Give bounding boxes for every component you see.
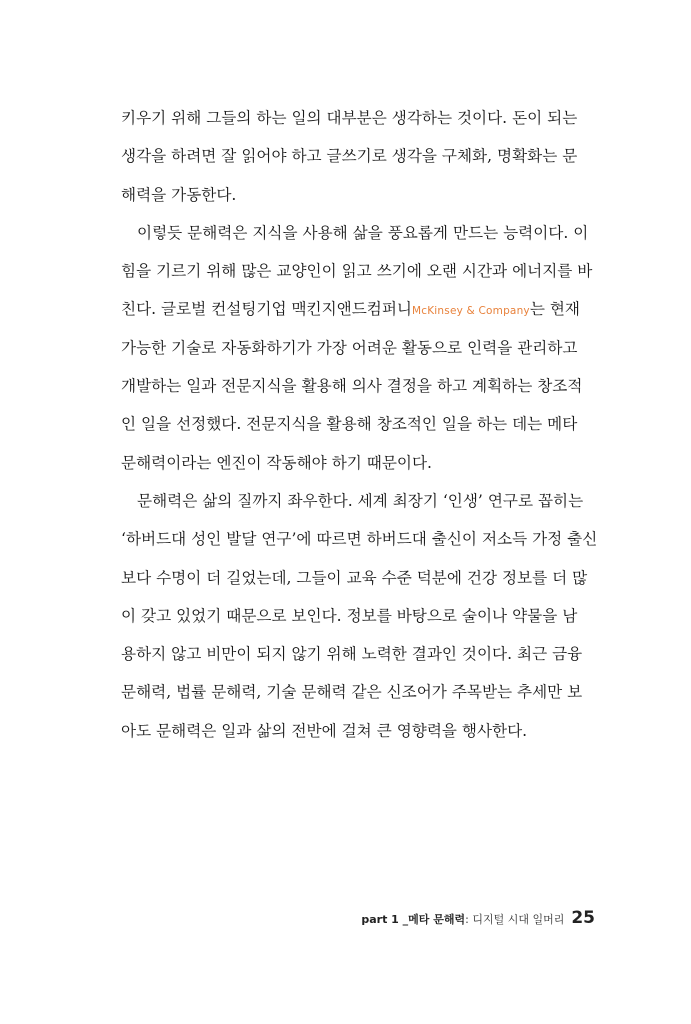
text-segment: 친다. 글로벌 컨설팅기업 맥킨지앤드컴퍼니: [121, 300, 412, 319]
text-line: 생각을 하려면 잘 읽어야 하고 글쓰기로 생각을 구체화, 명확화는 문: [121, 147, 578, 166]
text-line: 인 일을 선정했다. 전문지식을 활용해 창조적인 일을 하는 데는 메타: [121, 415, 578, 434]
paragraph-start-line: 이렇듯 문해력은 지식을 사용해 삶을 풍요롭게 만드는 능력이다. 이: [137, 223, 589, 242]
text-line: 문해력이라는 엔진이 작동해야 하기 때문이다.: [121, 453, 432, 472]
text-line: 아도 문해력은 일과 삶의 전반에 걸쳐 큰 영향력을 행사한다.: [121, 721, 528, 740]
body-text: [121, 103, 598, 754]
text-line: 가능한 기술로 자동화하기가 가장 어려운 활동으로 인력을 관리하고: [121, 338, 578, 357]
footer-subtitle: : 디지털 시대 일머리: [465, 913, 565, 926]
inline-english-term: McKinsey & Company: [411, 305, 530, 318]
text-line: ‘하버드대 성인 발달 연구’에 따르면 하버드대 출신이 저소득 가정 출신: [121, 530, 598, 549]
footer-part-label: part 1 _: [361, 913, 409, 926]
page-number: 25: [571, 908, 595, 928]
text-line: 보다 수명이 더 길었는데, 그들이 교육 수준 덕분에 건강 정보를 더 많: [121, 568, 588, 587]
text-line: 힘을 기르기 위해 많은 교양인이 읽고 쓰기에 오랜 시간과 에너지를 바: [121, 262, 593, 281]
text-line-with-english: [121, 294, 595, 332]
text-line: 이 갖고 있었기 때문으로 보인다. 정보를 바탕으로 술이나 약물을 남: [121, 606, 578, 625]
text-line: 용하지 않고 비만이 되지 않기 위해 노력한 결과인 것이다. 최근 금융: [121, 645, 583, 664]
text-line: 개발하는 일과 전문지식을 활용해 의사 결정을 하고 계획하는 창조적: [121, 377, 583, 396]
text-segment: 는 현재: [529, 300, 580, 319]
footer-book-title: 메타 문해력: [408, 913, 466, 926]
paragraph-start-line: 문해력은 삶의 질까지 좌우한다. 세계 최장기 ‘인생’ 연구로 꼽히는: [137, 491, 584, 510]
text-line: 해력을 가동한다.: [121, 185, 237, 204]
text-line: 문해력, 법률 문해력, 기술 문해력 같은 신조어가 주목받는 추세만 보: [121, 683, 583, 702]
text-line: 키우기 위해 그들의 하는 일의 대부분은 생각하는 것이다. 돈이 되는: [121, 109, 578, 127]
page-footer: [361, 908, 595, 934]
